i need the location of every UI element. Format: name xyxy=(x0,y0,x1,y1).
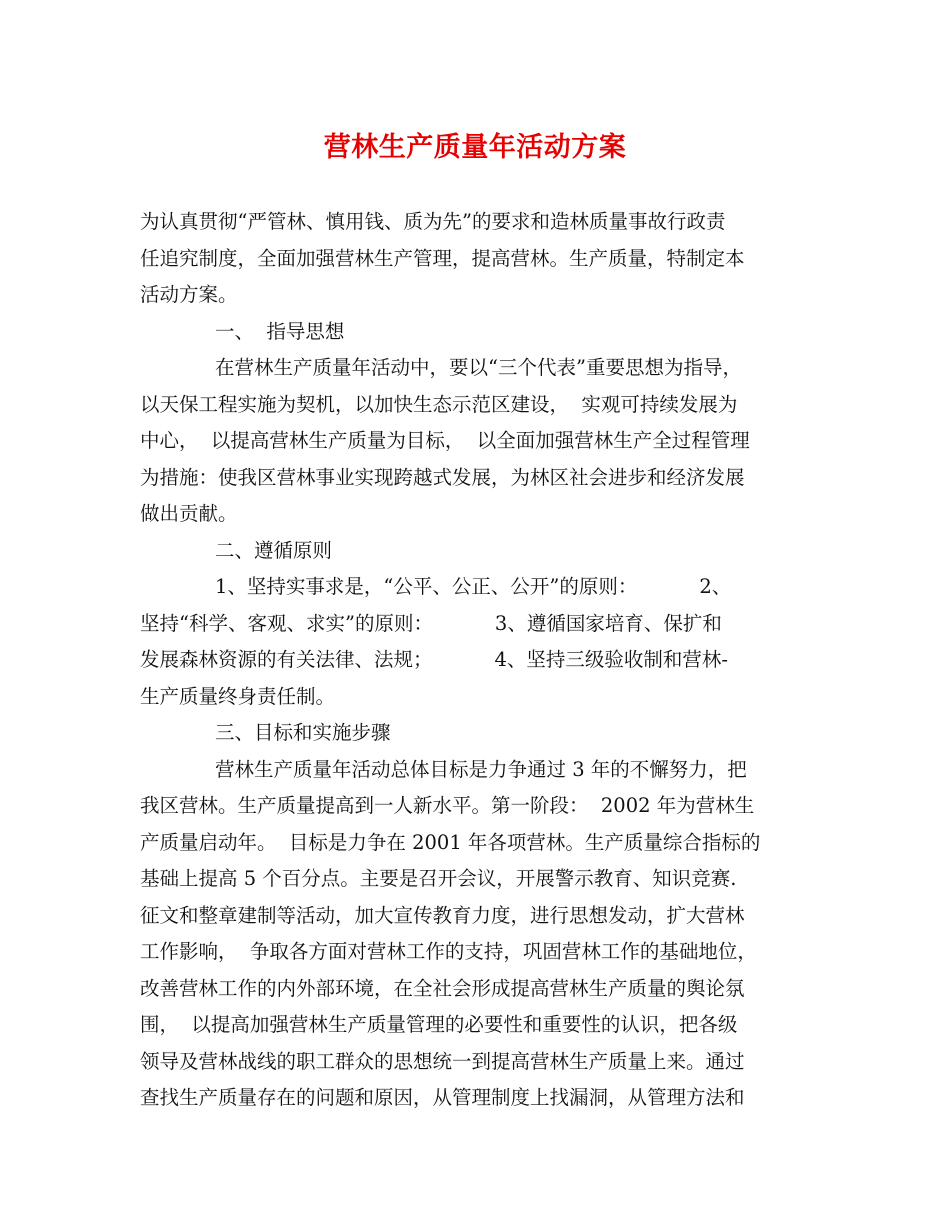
paragraph-line: 1、坚持实事求是，“公平、公正、公开”的原则： 2、 xyxy=(215,575,732,598)
paragraph-line: 营林生产质量年活动总体目标是力争通过 3 年的不懈努力，把 xyxy=(215,757,747,781)
paragraph-line: 任追究制度，全面加强营林生产管理，提高营林。生产质量，特制定本 xyxy=(140,246,745,270)
paragraph-line: 生产质量终身责任制。 xyxy=(140,684,336,708)
paragraph-line: 工作影响， 争取各方面对营林工作的支持，巩固营林工作的基础地位， xyxy=(140,940,757,963)
paragraph-line: 我区营林。生产质量提高到一人新水平。第一阶段： 2002 年为营林生 xyxy=(140,794,755,817)
paragraph-line: 围， 以提高加强营林生产质量管理的必要性和重要性的认识，把各级 xyxy=(140,1013,738,1036)
paragraph-line: 查找生产质量存在的问题和原因，从管理制度上找漏洞，从管理方法和 xyxy=(140,1086,745,1109)
paragraph-line: 征文和整章建制等活动，加大宣传教育力度，进行思想发动，扩大营林 xyxy=(140,903,745,927)
document-title: 营林生产质量年活动方案 xyxy=(323,132,627,163)
paragraph-line: 坚持“科学、客观、求实”的原则： 3、遵循国家培育、保扩和 xyxy=(140,611,722,635)
paragraph-line: 产质量启动年。 目标是力争在 2001 年各项营林。生产质量综合指标的 xyxy=(140,830,761,854)
paragraph-line: 在营林生产质量年活动中，要以“三个代表”重要思想为指导， xyxy=(215,356,742,379)
document-body xyxy=(140,204,820,1117)
paragraph-line: 为措施：使我区营林事业实现跨越式发展，为林区社会进步和经济发展 xyxy=(140,465,745,489)
paragraph-line: 领导及营林战线的职工群众的思想统一到提高营林生产质量上来。通过 xyxy=(140,1049,745,1073)
paragraph-line: 发展森林资源的有关法律、法规； 4、坚持三级验收制和营林- xyxy=(140,648,728,671)
paragraph-line: 为认真贯彻“严管林、慎用钱、质为先”的要求和造林质量事故行政责 xyxy=(140,210,726,233)
paragraph-line: 做出贡献。 xyxy=(140,502,238,525)
paragraph-line: 基础上提高 5 个百分点。主要是召开会议，开展警示教育、知识竞赛. xyxy=(140,867,737,890)
paragraph-line: 中心， 以提高营林生产质量为目标， 以全面加强营林生产全过程管理 xyxy=(140,429,750,452)
paragraph-line: 改善营林工作的内外部环境，在全社会形成提高营林生产质量的舆论氛 xyxy=(140,976,745,1000)
paragraph-line: 活动方案。 xyxy=(140,283,238,306)
section-heading-principles: 二、遵循原则 xyxy=(215,538,333,562)
section-heading-goals-steps: 三、目标和实施步骤 xyxy=(215,721,391,744)
paragraph-line: 以天保工程实施为契机，以加快生态示范区建设， 实观可持续发展为 xyxy=(140,392,738,416)
section-heading-guiding-ideology: 一、 指导思想 xyxy=(215,319,345,343)
